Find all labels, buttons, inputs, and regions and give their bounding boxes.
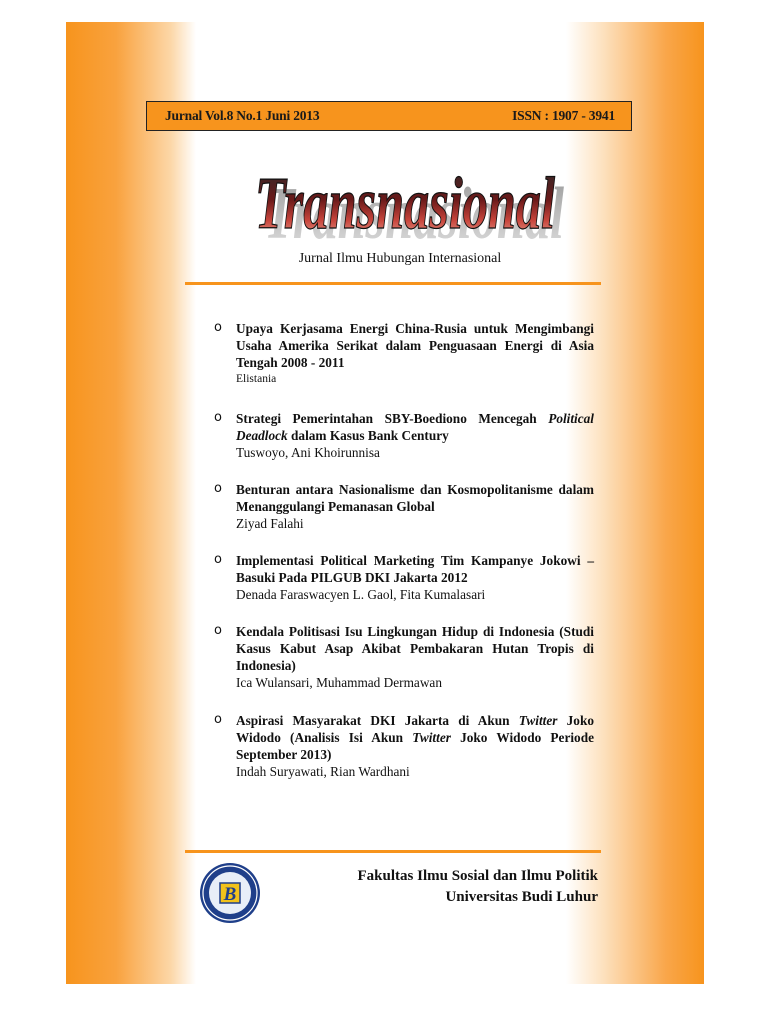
bullet-icon: o [214, 623, 222, 638]
article-title: Upaya Kerjasama Energi China-Rusia untuk Mengimbangi Usaha Amerika Serikat dalam Penguasaan Energi di Asia Tengah 2008 - 2011 [236, 321, 594, 370]
bullet-icon: o [214, 481, 222, 496]
bullet-icon: o [214, 410, 222, 425]
bullet-icon: o [214, 320, 222, 335]
article-author: Denada Faraswacyen L. Gaol, Fita Kumalasari [236, 587, 486, 602]
article-title: Aspirasi Masyarakat DKI Jakarta di Akun Twitter Joko Widodo (Analisis Isi Akun Twitter Joko Widodo Periode September 2013) [236, 713, 594, 762]
article-4 [214, 552, 594, 603]
article-title: Benturan antara Nasionalisme dan Kosmopolitanisme dalam Menanggulangi Pemanasan Global [236, 482, 594, 514]
article-title: Kendala Politisasi Isu Lingkungan Hidup di Indonesia (Studi Kasus Kabut Asap Akibat Pembakaran Hutan Tropis di Indonesia) [236, 624, 594, 673]
logo-letter: B [223, 884, 237, 905]
article-5 [214, 623, 594, 691]
article-6 [214, 712, 594, 780]
article-title: Implementasi Political Marketing Tim Kampanye Jokowi – Basuki Pada PILGUB DKI Jakarta 2012 [236, 553, 594, 585]
article-2 [214, 410, 594, 461]
article-3 [214, 481, 594, 532]
journal-title-logo [240, 140, 570, 250]
university-logo [199, 862, 261, 924]
journal-header-bar [146, 101, 632, 131]
article-title: Strategi Pemerintahan SBY-Boediono Mencegah Political Deadlock dalam Kasus Bank Century [236, 411, 594, 443]
faculty-name: Fakultas Ilmu Sosial dan Ilmu Politik [357, 868, 598, 884]
article-list [214, 320, 594, 780]
top-divider [185, 282, 601, 285]
article-author: Tuswoyo, Ani Khoirunnisa [236, 445, 380, 460]
article-author: Ziyad Falahi [236, 516, 304, 531]
journal-title-shadow: Transnasional [264, 173, 565, 250]
article-author: Indah Suryawati, Rian Wardhani [236, 764, 410, 779]
footer-institution [358, 866, 598, 908]
article-1 [214, 320, 594, 388]
issn-number: ISSN : 1907 - 3941 [512, 108, 615, 123]
article-author: Ica Wulansari, Muhammad Dermawan [236, 675, 442, 690]
journal-title-text: Transnasional [255, 163, 556, 245]
university-name: Universitas Budi Luhur [445, 889, 598, 905]
journal-subtitle: Jurnal Ilmu Hubungan Internasional [298, 251, 502, 266]
bullet-icon: o [214, 552, 222, 567]
bullet-icon: o [214, 712, 222, 727]
article-author: Elistania [236, 373, 277, 385]
bottom-divider [185, 850, 601, 853]
journal-volume-info: Jurnal Vol.8 No.1 Juni 2013 [165, 108, 320, 123]
